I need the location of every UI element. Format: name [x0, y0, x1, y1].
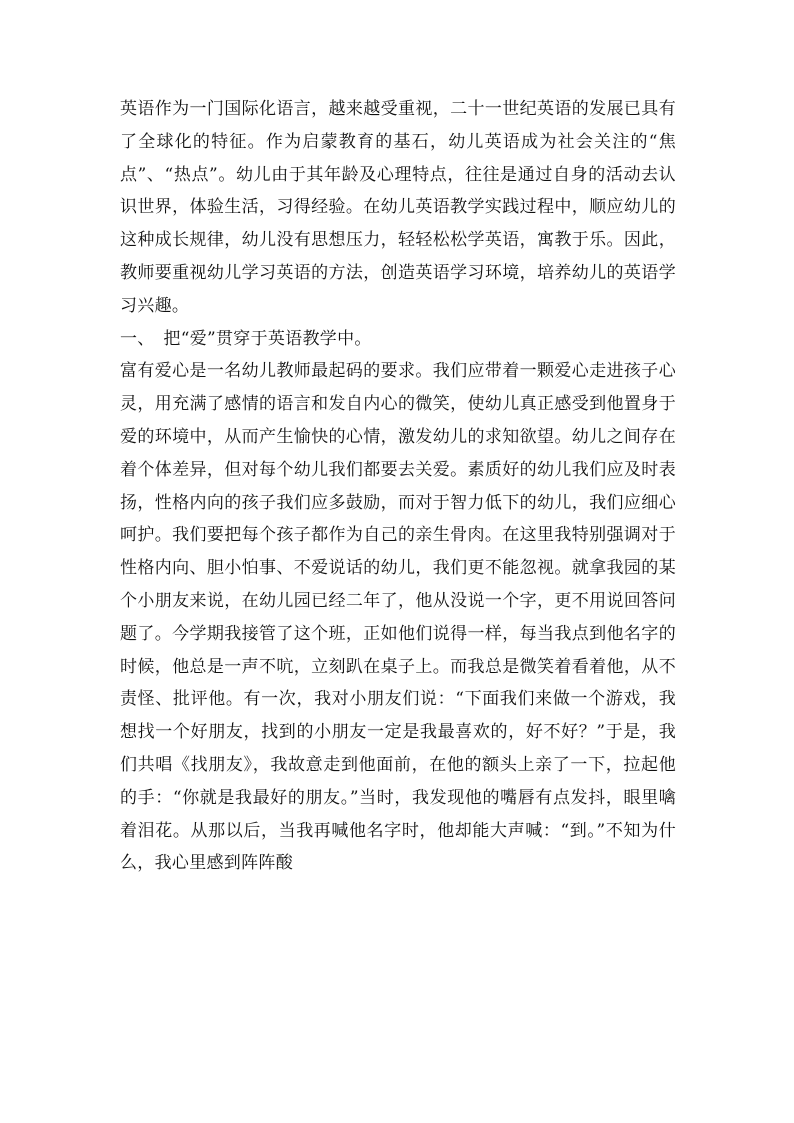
- document-body: [120, 93, 676, 880]
- intro-paragraph: 英语作为一门国际化语言，越来越受重视，二十一世纪英语的发展已具有了全球化的特征。作为启蒙教育的基石，幼儿英语成为社会关注的“焦点”、“热点”。幼儿由于其年龄及心理特点，往往是通过自身的活动去认识世界，体验生活，习得经验。在幼儿英语教学实践过程中，顺应幼儿的这种成长规律，幼儿没有思想压力，轻轻松松学英语，寓教于乐。因此，教师要重视幼儿学习英语的方法，创造英语学习环境，培养幼儿的英语学习兴趣。: [120, 99, 676, 316]
- section-heading: 一、 把“爱”贯穿于英语教学中。: [120, 328, 372, 349]
- body-paragraph: 富有爱心是一名幼儿教师最起码的要求。我们应带着一颗爱心走进孩子心灵，用充满了感情的语言和发自内心的微笑，使幼儿真正感受到他置身于爱的环境中，从而产生愉快的心情，激发幼儿的求知欲望。幼儿之间存在着个体差异，但对每个幼儿我们都要去关爱。素质好的幼儿我们应及时表扬，性格内向的孩子我们应多鼓励，而对于智力低下的幼儿，我们应细心呵护。我们要把每个孩子都作为自己的亲生骨肉。在这里我特别强调对于性格内向、胆小怕事、不爱说话的幼儿，我们更不能忽视。就拿我园的某个小朋友来说，在幼儿园已经二年了，他从没说一个字，更不用说回答问题了。今学期我接管了这个班，正如他们说得一样，每当我点到他名字的时候，他总是一声不吭，立刻趴在桌子上。而我总是微笑着看着他，从不责怪、批评他。有一次，我对小朋友们说：“下面我们来做一个游戏，我想找一个好朋友，找到的小朋友一定是我最喜欢的，好不好？”于是，我们共唱《找朋友》，我故意走到他面前，在他的额头上亲了一下，拉起他的手：“你就是我最好的朋友。”当时，我发现他的嘴唇有点发抖，眼里噙着泪花。从那以后，当我再喊他名字时，他却能大声喊：“到。”不知为什么，我心里感到阵阵酸: [120, 361, 676, 874]
